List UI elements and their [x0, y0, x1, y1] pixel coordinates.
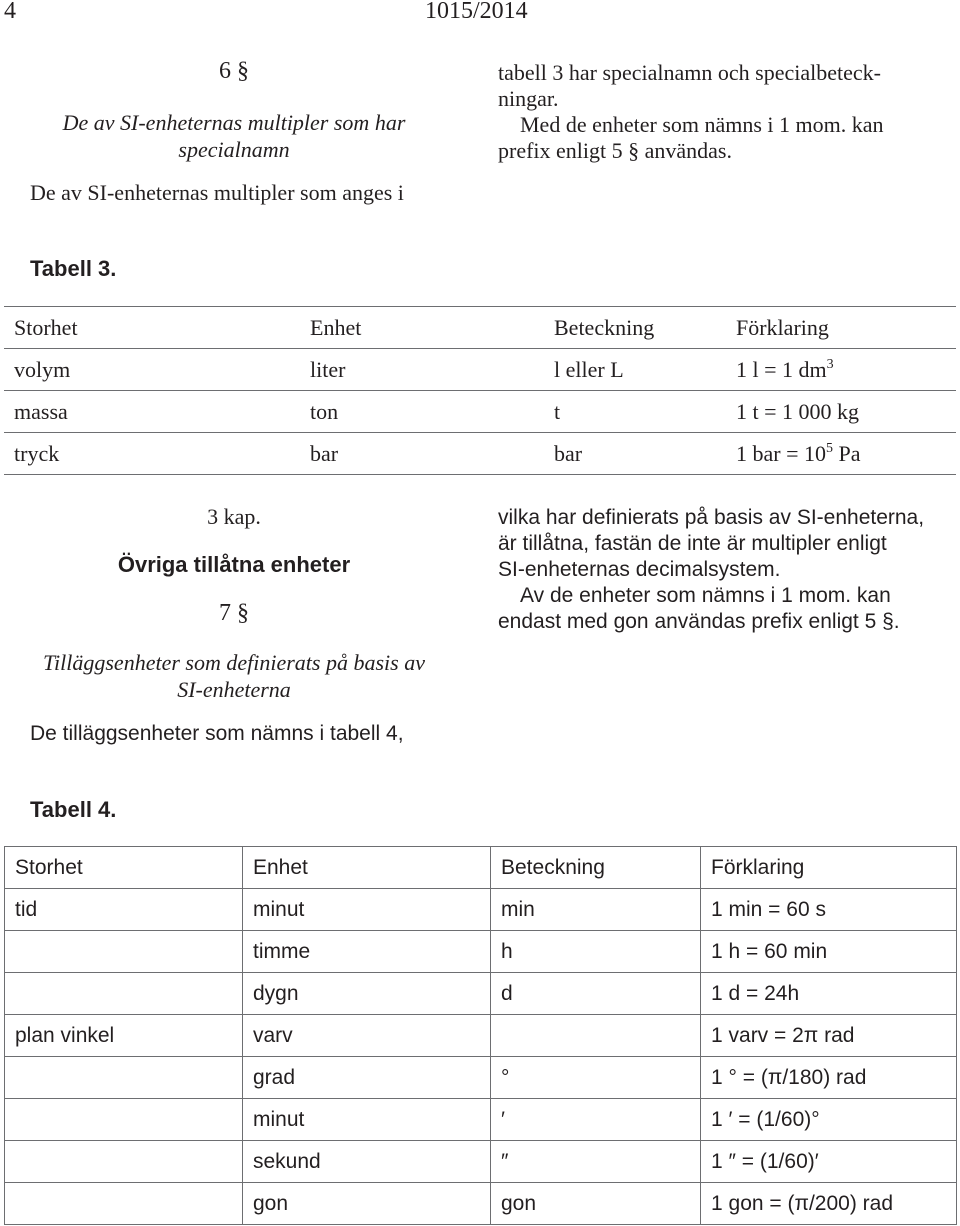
table-cell: 1 ° = (π/180) rad	[701, 1057, 957, 1099]
table-cell: °	[491, 1057, 701, 1099]
explanation-text: 1 t = 1 000 kg	[736, 398, 860, 424]
table-cell: ′	[491, 1099, 701, 1141]
section-heading	[4, 109, 464, 163]
table3	[4, 306, 956, 475]
table-cell: bar	[544, 433, 726, 475]
table-cell: varv	[243, 1015, 491, 1057]
table-header-row	[5, 847, 957, 889]
body-line: tabell 3 har specialnamn och specialbeteck-	[498, 60, 881, 85]
table4-caption: Tabell 4.	[30, 797, 117, 822]
table-cell: grad	[243, 1057, 491, 1099]
table-cell: minut	[243, 1099, 491, 1141]
table-cell	[5, 1183, 243, 1225]
section-body-right	[498, 505, 958, 635]
header-cell: Enhet	[243, 847, 491, 889]
body-line: Av de enheter som nämns i 1 mom. kan	[520, 584, 891, 607]
table-cell: 1 min = 60 s	[701, 889, 957, 931]
header-cell: Beteckning	[491, 847, 701, 889]
table-row	[5, 1099, 957, 1141]
table-cell: gon	[491, 1183, 701, 1225]
body-line: Med de enheter som nämns i 1 mom. kan	[520, 112, 884, 137]
section-heading-line: De av SI-enheternas multipler som har	[62, 110, 406, 135]
explanation-tail: Pa	[833, 440, 861, 466]
table-row	[4, 349, 956, 391]
header-cell: Storhet	[4, 307, 300, 349]
table-cell: 1 d = 24h	[701, 973, 957, 1015]
table-cell	[5, 931, 243, 973]
body-line: endast med gon användas prefix enligt 5 §.	[498, 610, 900, 633]
body-line: ningar.	[498, 86, 559, 111]
table-cell: tryck	[4, 433, 300, 475]
table-row	[4, 391, 956, 433]
table-cell	[5, 973, 243, 1015]
table-row	[5, 1057, 957, 1099]
chapter-number: 3 kap.	[207, 504, 261, 529]
table-cell: t	[544, 391, 726, 433]
body-line: är tillåtna, fastän de inte är multipler enligt	[498, 532, 887, 555]
chapter-title: Övriga tillåtna enheter	[117, 552, 351, 577]
section-heading-line: SI-enheterna	[177, 677, 291, 702]
table4	[4, 846, 957, 1225]
table-cell: ton	[300, 391, 544, 433]
page-number: 4	[4, 0, 16, 24]
table-cell: 1 gon = (π/200) rad	[701, 1183, 957, 1225]
table-row	[4, 433, 956, 475]
table-row	[5, 1141, 957, 1183]
exponent: 5	[826, 440, 833, 456]
table-cell: bar	[300, 433, 544, 475]
table-cell	[726, 391, 956, 433]
table-cell	[5, 1057, 243, 1099]
header-cell: Förklaring	[726, 307, 956, 349]
table-cell: volym	[4, 349, 300, 391]
section-number: 6 §	[219, 58, 249, 84]
table-cell: h	[491, 931, 701, 973]
table-cell: d	[491, 973, 701, 1015]
table-cell	[5, 1099, 243, 1141]
section-heading-line: Tilläggsenheter som definierats på basis av	[43, 650, 425, 675]
section-body-left: De av SI-enheternas multipler som anges i	[30, 180, 404, 205]
header-cell: Beteckning	[544, 307, 726, 349]
section-body-left: De tilläggsenheter som nämns i tabell 4,	[30, 722, 404, 745]
header-cell: Enhet	[300, 307, 544, 349]
table-cell: 1 ″ = (1/60)′	[701, 1141, 957, 1183]
body-line: prefix enligt 5 § användas.	[498, 138, 732, 163]
table-row	[5, 1015, 957, 1057]
header-cell: Storhet	[5, 847, 243, 889]
body-line: vilka har definierats på basis av SI-enheterna,	[498, 506, 925, 529]
table-cell: massa	[4, 391, 300, 433]
table-cell	[491, 1015, 701, 1057]
table-cell	[726, 349, 956, 391]
section-number: 7 §	[219, 600, 249, 626]
table-cell: sekund	[243, 1141, 491, 1183]
section-heading	[4, 649, 464, 703]
table-row	[5, 973, 957, 1015]
table-row	[5, 931, 957, 973]
table-cell: plan vinkel	[5, 1015, 243, 1057]
table3-caption: Tabell 3.	[30, 256, 117, 281]
table-cell: liter	[300, 349, 544, 391]
table-cell	[726, 433, 956, 475]
table-row	[5, 889, 957, 931]
table-cell: minut	[243, 889, 491, 931]
table-row	[5, 1183, 957, 1225]
table-cell: gon	[243, 1183, 491, 1225]
header-cell: Förklaring	[701, 847, 957, 889]
table-cell: tid	[5, 889, 243, 931]
explanation-text: 1 bar = 10	[736, 440, 826, 466]
table-cell: 1 h = 60 min	[701, 931, 957, 973]
explanation-text: 1 l = 1 dm	[736, 356, 827, 382]
section-heading-line: specialnamn	[178, 137, 290, 162]
table-cell: 1 varv = 2π rad	[701, 1015, 957, 1057]
exponent: 3	[826, 356, 834, 372]
section-body-right	[498, 60, 958, 164]
table-cell: min	[491, 889, 701, 931]
table-cell: 1 ′ = (1/60)°	[701, 1099, 957, 1141]
journal-reference: 1015/2014	[425, 0, 528, 24]
table-cell: dygn	[243, 973, 491, 1015]
table-cell	[5, 1141, 243, 1183]
body-line: SI-enheternas decimalsystem.	[498, 558, 781, 581]
table-header-row	[4, 307, 956, 349]
table-cell: ″	[491, 1141, 701, 1183]
table-cell: l eller L	[544, 349, 726, 391]
table-cell: timme	[243, 931, 491, 973]
